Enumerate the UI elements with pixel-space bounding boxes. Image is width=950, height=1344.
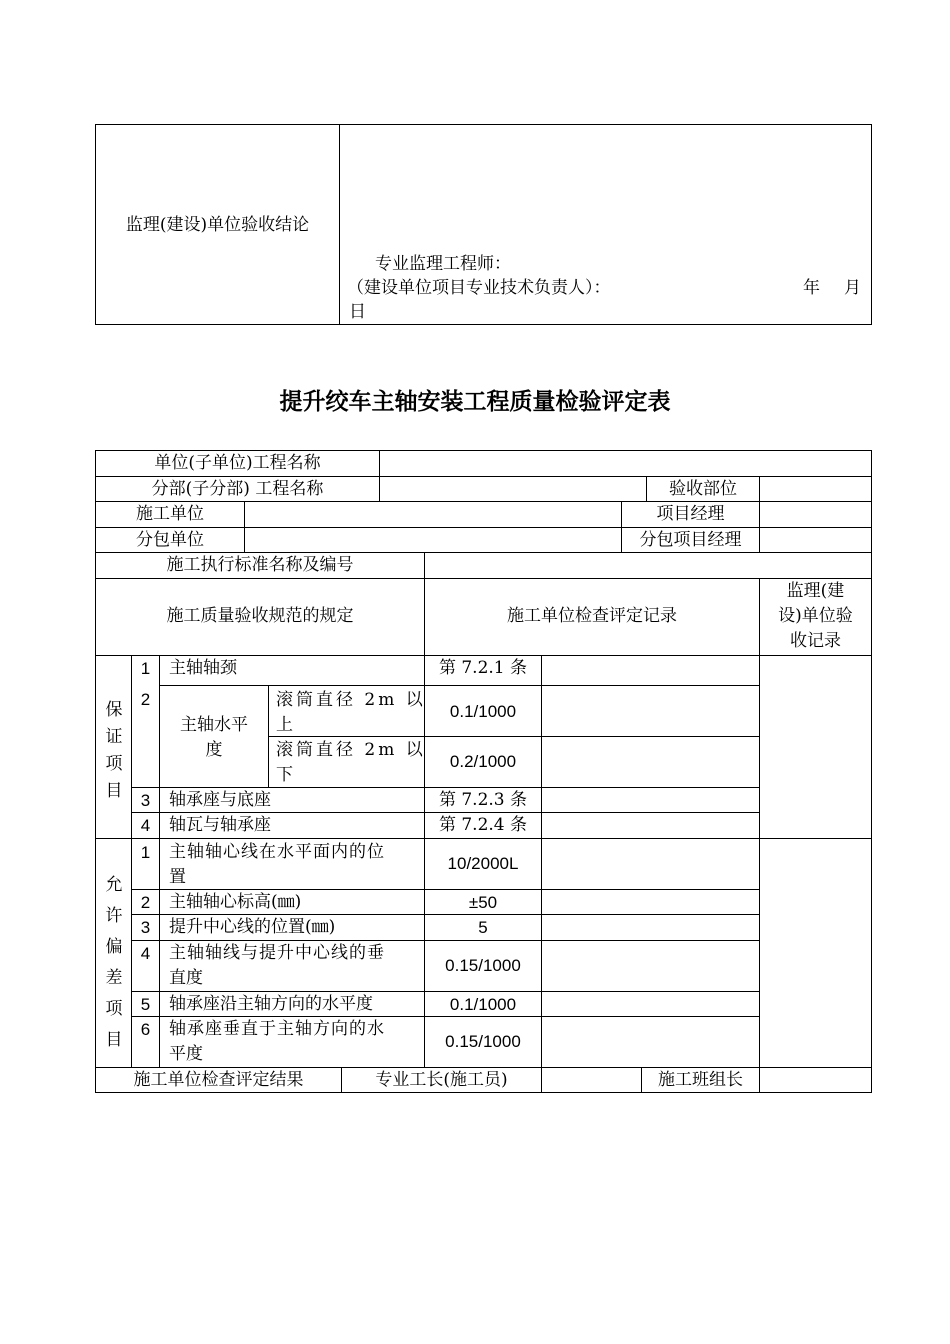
deviation-item-4-spec: 0.15/1000 [445, 956, 521, 975]
deviation-group-label: 允 许 偏 差 项 目 [105, 875, 123, 1050]
guarantee-item-4-name: 轴瓦与轴承座 [169, 815, 271, 835]
deviation-item-1-name-line2: 置 [169, 867, 186, 887]
guarantee-item-1-name: 主轴轴颈 [169, 658, 237, 678]
guarantee-item-2b-cond-line1: 滚筒直径 2m 以 [276, 740, 426, 760]
deviation-item-6-name-line2: 平度 [169, 1044, 203, 1064]
deviation-item-6-spec: 0.15/1000 [445, 1032, 521, 1051]
guarantee-item-3-name: 轴承座与底座 [169, 790, 271, 810]
deviation-item-6-name-line1: 轴承座垂直于主轴方向的水 [169, 1019, 385, 1039]
foreman-label: 专业工长(施工员) [375, 1070, 508, 1090]
unit-project-name-label: 单位(子单位)工程名称 [154, 453, 321, 473]
check-record-header: 施工单位检查评定记录 [507, 606, 677, 626]
owner-technical-lead-label: （建设单位项目专业技术负责人）： [347, 278, 611, 298]
spec-rules-header: 施工质量验收规范的规定 [166, 606, 354, 626]
guarantee-item-2-no: 2 [140, 690, 151, 709]
deviation-item-4-no: 4 [140, 944, 151, 963]
deviation-item-5-name: 轴承座沿主轴方向的水平度 [169, 994, 373, 1014]
guarantee-item-2a-spec: 0.1/1000 [449, 702, 517, 721]
supervision-record-header-line1: 监理(建 [786, 581, 845, 601]
deviation-item-1-spec: 10/2000L [447, 854, 519, 873]
supervision-record-header-line3: 收记录 [790, 631, 841, 651]
guarantee-item-2b-cond-line2: 下 [276, 765, 293, 785]
guarantee-item-2a-cond-line1: 滚筒直径 2m 以 [276, 690, 426, 710]
subcontract-manager-label: 分包项目经理 [639, 530, 742, 550]
team-leader-label: 施工班组长 [658, 1070, 743, 1090]
deviation-item-5-spec: 0.1/1000 [449, 995, 517, 1014]
deviation-item-4-name-line1: 主轴轴线与提升中心线的垂 [169, 943, 385, 963]
guarantee-item-2a-cond-line2: 上 [276, 715, 293, 735]
standard-name-label: 施工执行标准名称及编号 [166, 555, 354, 575]
check-result-label: 施工单位检查评定结果 [133, 1070, 304, 1090]
sub-project-name-label: 分部(子分部) 工程名称 [151, 479, 324, 499]
guarantee-item-3-no: 3 [140, 791, 151, 810]
guarantee-item-2b-spec: 0.2/1000 [449, 752, 517, 771]
project-manager-label: 项目经理 [656, 504, 725, 524]
deviation-item-4-name-line2: 直度 [169, 968, 203, 988]
month-label: 月 [844, 278, 861, 298]
deviation-item-6-no: 6 [140, 1020, 151, 1039]
year-label: 年 [803, 278, 820, 298]
guarantee-item-2-name-line2: 度 [205, 740, 223, 760]
guarantee-item-1-spec: 第 7.2.1 条 [438, 658, 528, 678]
acceptance-part-label: 验收部位 [669, 479, 737, 499]
deviation-item-2-name: 主轴轴心标高(㎜) [169, 892, 302, 912]
guarantee-item-4-no: 4 [140, 816, 151, 835]
deviation-item-2-spec: ±50 [468, 893, 498, 912]
guarantee-item-1-no: 1 [140, 659, 151, 678]
construction-unit-label: 施工单位 [136, 504, 204, 524]
deviation-item-5-no: 5 [140, 995, 151, 1014]
supervision-conclusion-label: 监理(建设)单位验收结论 [125, 215, 310, 235]
guarantee-item-2-name-line1: 主轴水平 [180, 715, 248, 735]
guarantee-item-4-spec: 第 7.2.4 条 [438, 815, 528, 835]
deviation-item-3-spec: 5 [478, 918, 488, 937]
deviation-item-3-no: 3 [140, 918, 151, 937]
guarantee-item-3-spec: 第 7.2.3 条 [438, 790, 528, 810]
page-title: 提升绞车主轴安装工程质量检验评定表 [279, 389, 671, 415]
deviation-item-1-name-line1: 主轴轴心线在水平面内的位 [169, 842, 385, 862]
deviation-item-3-name: 提升中心线的位置(㎜) [169, 917, 336, 937]
supervision-record-header-line2: 设)单位验 [778, 606, 853, 626]
subcontract-unit-label: 分包单位 [136, 530, 204, 550]
day-label: 日 [349, 302, 366, 322]
supervising-engineer-label: 专业监理工程师： [375, 254, 511, 274]
deviation-item-1-no: 1 [140, 843, 151, 862]
guarantee-group-label: 保 证 项 目 [105, 700, 123, 801]
deviation-item-2-no: 2 [140, 893, 151, 912]
